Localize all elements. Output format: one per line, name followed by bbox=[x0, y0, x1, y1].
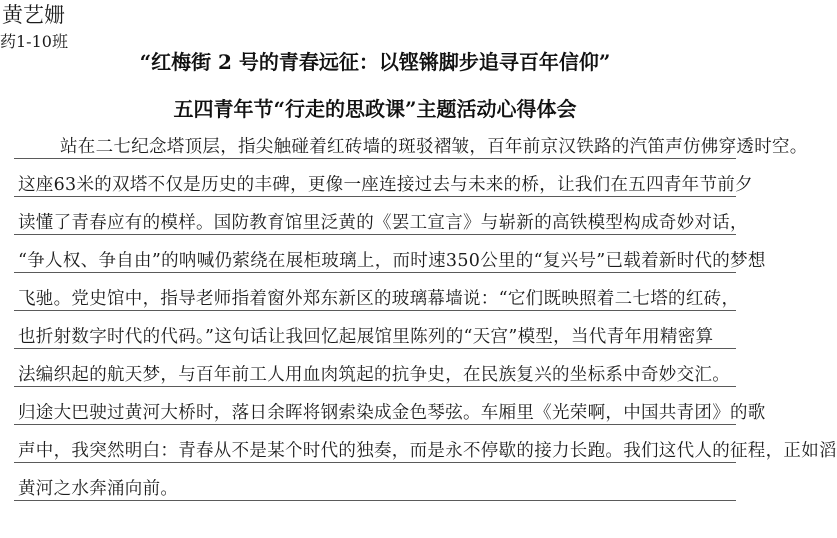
ruled-line bbox=[14, 272, 736, 273]
essay-line: 法编织起的航天梦，与百年前工人用血肉筑起的抗争史，在民族复兴的坐标系中奇妙交汇。 bbox=[18, 365, 730, 385]
essay-line: 飞驰。党史馆中，指导老师指着窗外郑东新区的玻璃幕墙说：“它们既映照着二七塔的红砖， bbox=[18, 289, 740, 309]
ruled-line bbox=[14, 196, 736, 197]
ruled-line bbox=[14, 348, 736, 349]
ruled-line bbox=[14, 234, 736, 235]
essay-line: 归途大巴驶过黄河大桥时，落日余晖将钢索染成金色琴弦。车厢里《光荣啊，中国共青团》的歌 bbox=[18, 403, 766, 423]
author-class: 药1-10班 bbox=[0, 32, 68, 51]
essay-title: “红梅街 2 号的青春远征：以铿锵脚步追寻百年信仰” bbox=[139, 50, 611, 74]
essay-subtitle: 五四青年节“行走的思政课”主题活动心得体会 bbox=[173, 97, 577, 121]
ruled-line bbox=[14, 310, 736, 311]
ruled-line bbox=[14, 500, 736, 501]
ruled-line bbox=[14, 424, 736, 425]
essay-line: 这座63米的双塔不仅是历史的丰碑，更像一座连接过去与未来的桥，让我们在五四青年节前夕 bbox=[18, 175, 753, 195]
author-name: 黄艺姗 bbox=[2, 3, 65, 27]
essay-line: 声中，我突然明白：青春从不是某个时代的独奏，而是永不停歇的接力长跑。我们这代人的征程，正如滔 bbox=[18, 441, 837, 461]
essay-line: 读懂了青春应有的模样。国防教育馆里泛黄的《罢工宣言》与崭新的高铁模型构成奇妙对话， bbox=[18, 213, 748, 233]
essay-line: “争人权、争自由”的呐喊仍萦绕在展柜玻璃上，而时速350公里的“复兴号”已载着新时代的梦想 bbox=[18, 251, 766, 271]
essay-line: 也折射数字时代的代码。”这句话让我回忆起展馆里陈列的“天宫”模型，当代青年用精密算 bbox=[18, 327, 714, 347]
ruled-line bbox=[14, 462, 736, 463]
ruled-line bbox=[14, 158, 736, 159]
essay-line: 黄河之水奔涌向前。 bbox=[18, 479, 179, 499]
ruled-line bbox=[14, 386, 736, 387]
essay-line: 站在二七纪念塔顶层，指尖触碰着红砖墙的斑驳褶皱，百年前京汉铁路的汽笛声仿佛穿透时空。 bbox=[60, 137, 808, 157]
